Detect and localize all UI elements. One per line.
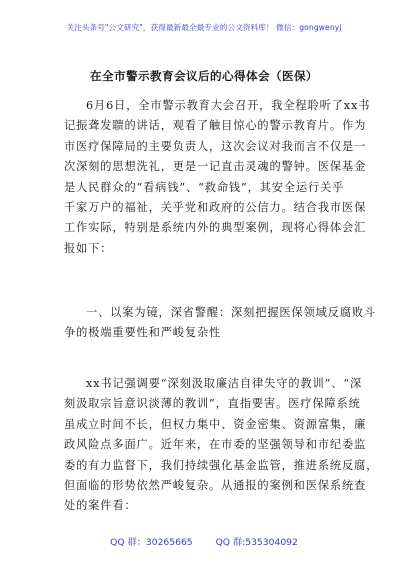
paragraph-line: xx书记强调要“深刻汲取廉洁自律失守的教训”、“深 bbox=[86, 377, 363, 390]
header-promo-note: 关注头条号"公文研究"，获得最新最全最专业的公文资料库！ 微信：gongwenyj bbox=[66, 23, 342, 32]
section-heading-one bbox=[64, 303, 377, 344]
paragraph-line: 千家万户的福祉，关乎党和政府的公信力。结合我市医保 bbox=[64, 201, 367, 215]
document-title: 在全市警示教育会议后的心得体会（医保） bbox=[90, 69, 318, 83]
paragraph-line: 是人民群众的“看病钱”、“救命钱”，其安全运行关乎 bbox=[64, 180, 345, 194]
paragraph-line: 刻汲取宗旨意识淡薄的教训”，直指要害。医疗保障系统 bbox=[64, 397, 361, 411]
paragraph-line: 报如下： bbox=[64, 241, 113, 255]
paragraph-line: 委的有力监督下，我们持续强化基金监管，推进系统反腐， bbox=[64, 458, 379, 472]
heading-line: 一、以案为镜，深省警醒：深刻把握医保领域反腐败斗 bbox=[86, 306, 377, 319]
paragraph-line: 6月6日，全市警示教育大会召开，我全程聆听了xx书 bbox=[86, 99, 371, 112]
paragraph-line: 记振聋发聩的讲话，观看了触目惊心的警示教育片。作为 bbox=[64, 119, 367, 133]
heading-line: 争的极端重要性和严峻复杂性 bbox=[64, 326, 222, 340]
paragraph-line: 工作实际，特别是系统内外的典型案例，现将心得体会汇 bbox=[64, 221, 367, 235]
footer-qq-group-2: QQ 群:535304092 bbox=[215, 537, 298, 548]
paragraph-intro bbox=[64, 96, 371, 259]
paragraph-line: 处的案件看： bbox=[64, 499, 137, 513]
paragraph-line: 但面临的形势依然严峻复杂。从通报的案例和医保系统查 bbox=[64, 479, 367, 493]
footer-contact bbox=[0, 534, 408, 548]
paragraph-line: 政风险点多面广。近年来，在市委的坚强领导和市纪委监 bbox=[64, 438, 367, 452]
paragraph-body bbox=[64, 374, 379, 517]
paragraph-line: 市医疗保障局的主要负责人，这次会议对我而言不仅是一 bbox=[64, 139, 367, 153]
footer-qq-group-1: QQ 群：30265665 bbox=[110, 537, 193, 548]
paragraph-line: 次深刻的思想洗礼，更是一记直击灵魂的警钟。医保基金 bbox=[64, 160, 367, 174]
paragraph-line: 虽成立时间不长，但权力集中、资金密集、资源富集，廉 bbox=[64, 417, 367, 431]
